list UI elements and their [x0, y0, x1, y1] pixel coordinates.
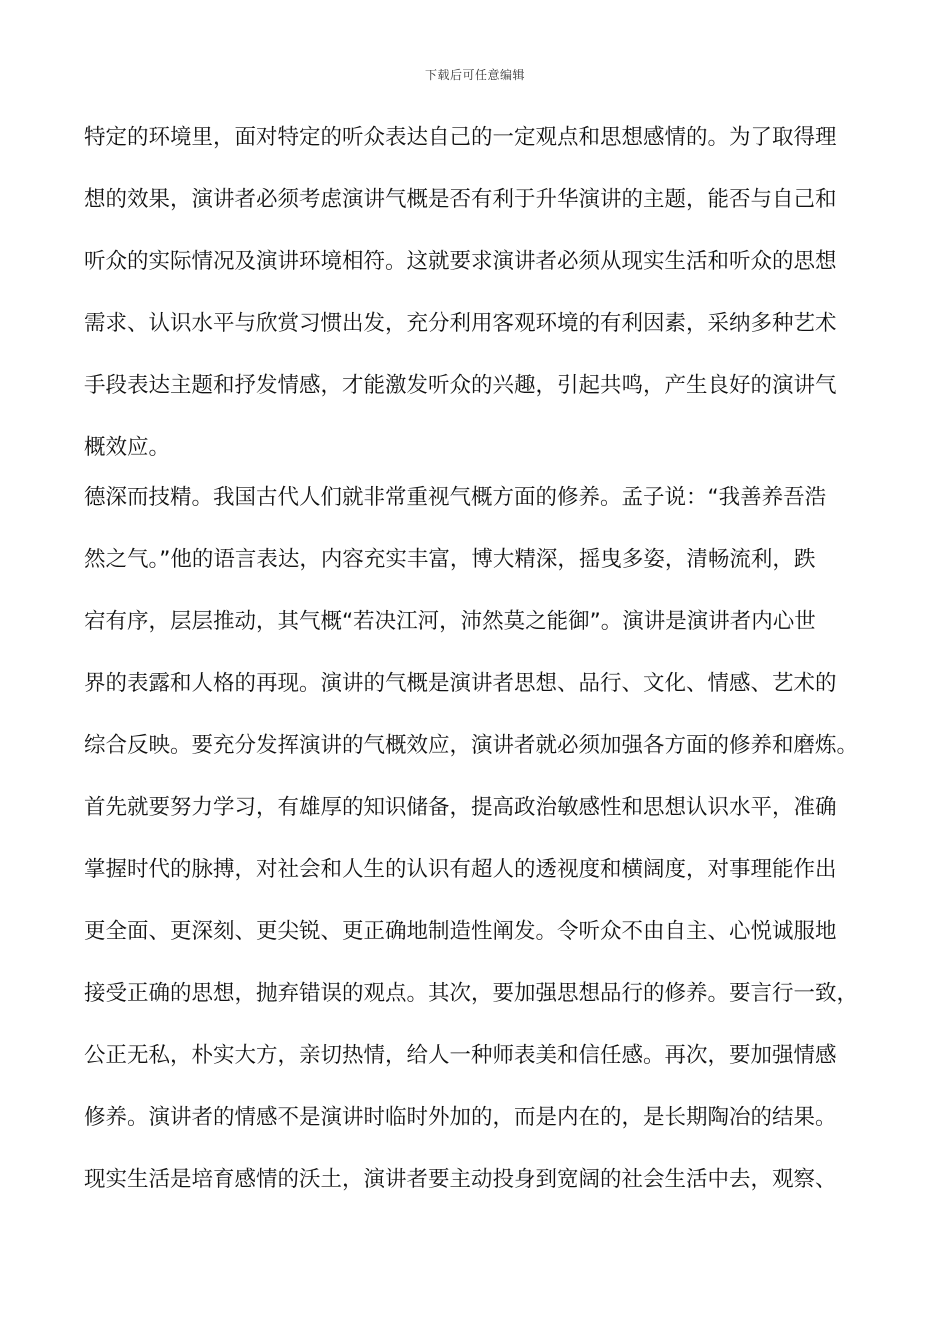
text-line: 特定的环境里，面对特定的听众表达自己的一定观点和思想感情的。为了取得理 — [84, 125, 837, 150]
text-line: 接受正确的思想，抛弃错误的观点。其次，要加强思想品行的修养。要言行一致， — [84, 981, 859, 1006]
text-line: 修养。演讲者的情感不是演讲时临时外加的，而是内在的，是长期陶冶的结果。 — [84, 1105, 837, 1130]
text-line: 手段表达主题和抒发情感，才能激发听众的兴趣，引起共鸣，产生良好的演讲气 — [84, 373, 837, 398]
text-line: 首先就要努力学习，有雄厚的知识储备，提高政治敏感性和思想认识水平，准确 — [84, 795, 837, 820]
text-line: 然之气。”他的语言表达，内容充实丰富，博大精深，摇曳多姿，清畅流利，跌 — [84, 547, 816, 572]
text-line: 公正无私，朴实大方，亲切热情，给人一种师表美和信任感。再次，要加强情感 — [84, 1043, 837, 1068]
text-line: 现实生活是培育感情的沃土，演讲者要主动投身到宽阔的社会生活中去，观察、 — [84, 1167, 837, 1192]
page-header: 下载后可任意编辑 — [424, 68, 525, 82]
text-line: 想的效果，演讲者必须考虑演讲气概是否有利于升华演讲的主题，能否与自己和 — [84, 187, 837, 212]
text-line: 界的表露和人格的再现。演讲的气概是演讲者思想、品行、文化、情感、艺术的 — [84, 671, 837, 696]
text-line: 更全面、更深刻、更尖锐、更正确地制造性阐发。令听众不由自主、心悦诚服地 — [84, 919, 837, 944]
text-line: 需求、认识水平与欣赏习惯出发，充分利用客观环境的有利因素，采纳多种艺术 — [84, 311, 837, 336]
text-line: 宕有序，层层推动，其气概“若决江河，沛然莫之能御”。演讲是演讲者内心世 — [84, 609, 816, 634]
text-line: 听众的实际情况及演讲环境相符。这就要求演讲者必须从现实生活和听众的思想 — [84, 249, 837, 274]
text-line: 掌握时代的脉搏，对社会和人生的认识有超人的透视度和横阔度，对事理能作出 — [84, 857, 837, 882]
text-line: 德深而技精。我国古代人们就非常重视气概方面的修养。孟子说：“我善养吾浩 — [84, 485, 827, 510]
text-line: 综合反映。要充分发挥演讲的气概效应，演讲者就必须加强各方面的修养和磨炼。 — [84, 733, 859, 758]
text-line: 概效应。 — [84, 435, 171, 460]
document-body — [84, 120, 874, 1224]
